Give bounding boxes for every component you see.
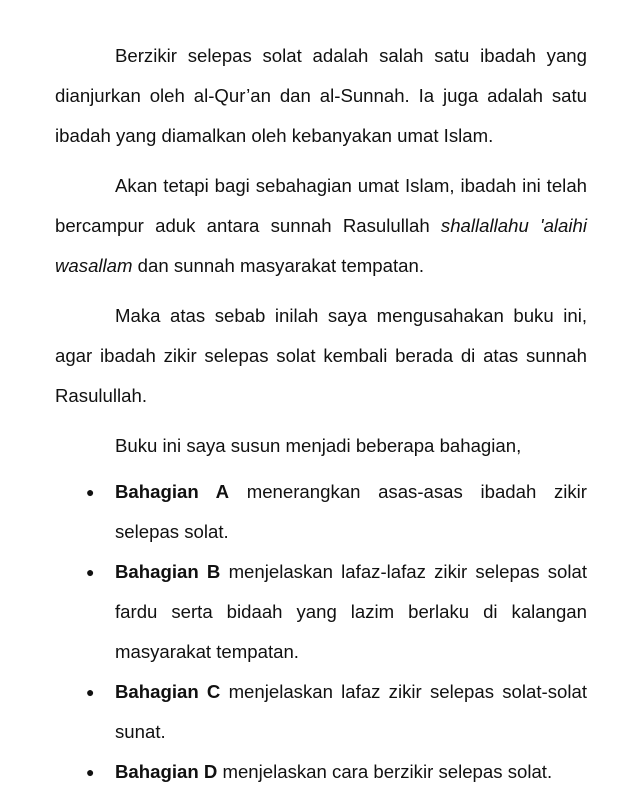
list-item-bahagian-b (55, 552, 587, 672)
paragraph-zikir-intro (55, 36, 587, 156)
section-description: menjelaskan lafaz zikir selepas solat-solat sunat. (115, 681, 587, 742)
section-label: Bahagian A (115, 481, 230, 502)
section-description: menjelaskan cara berzikir selepas solat. (217, 761, 553, 782)
paragraph-text: Berzikir selepas solat adalah salah satu ibadah yang dianjurkan oleh al-Qur’an dan al-Sunnah. Ia juga adalah satu ibadah yang diamalkan oleh kebanyakan umat Islam. (55, 45, 587, 146)
section-label: Bahagian D (115, 761, 218, 782)
paragraph-text: Maka atas sebab inilah saya mengusahakan buku ini, agar ibadah zikir selepas solat kembali berada di atas sunnah Rasulullah. (55, 305, 587, 406)
paragraph-text: Akan tetapi bagi sebahagian umat Islam, ibadah ini telah bercampur aduk antara sunnah Rasulullah (55, 175, 587, 236)
bullet-icon: ● (86, 484, 95, 500)
paragraph-text: Buku ini saya susun menjadi beberapa bahagian, (115, 435, 522, 456)
italic-honorific: shallallahu 'alaihi wasallam (55, 215, 587, 276)
section-label: Bahagian B (115, 561, 221, 582)
paragraph-text: dan sunnah masyarakat tempatan. (132, 255, 424, 276)
paragraph-mixed-sunnah (55, 166, 587, 286)
paragraph-list-intro (55, 426, 587, 466)
list-item-bahagian-a (55, 472, 587, 552)
section-description: menjelaskan lafaz-lafaz zikir selepas solat fardu serta bidaah yang lazim berlaku di kalangan masyarakat tempatan. (115, 561, 587, 662)
bullet-icon: ● (86, 764, 95, 780)
list-item-bahagian-d (55, 752, 587, 792)
bullet-icon: ● (86, 684, 95, 700)
section-list (55, 472, 587, 792)
document-page (55, 36, 587, 792)
list-item-bahagian-c (55, 672, 587, 752)
section-description: menerangkan asas-asas ibadah zikir selepas solat. (115, 481, 587, 542)
bullet-icon: ● (86, 564, 95, 580)
paragraph-book-purpose (55, 296, 587, 416)
section-label: Bahagian C (115, 681, 221, 702)
